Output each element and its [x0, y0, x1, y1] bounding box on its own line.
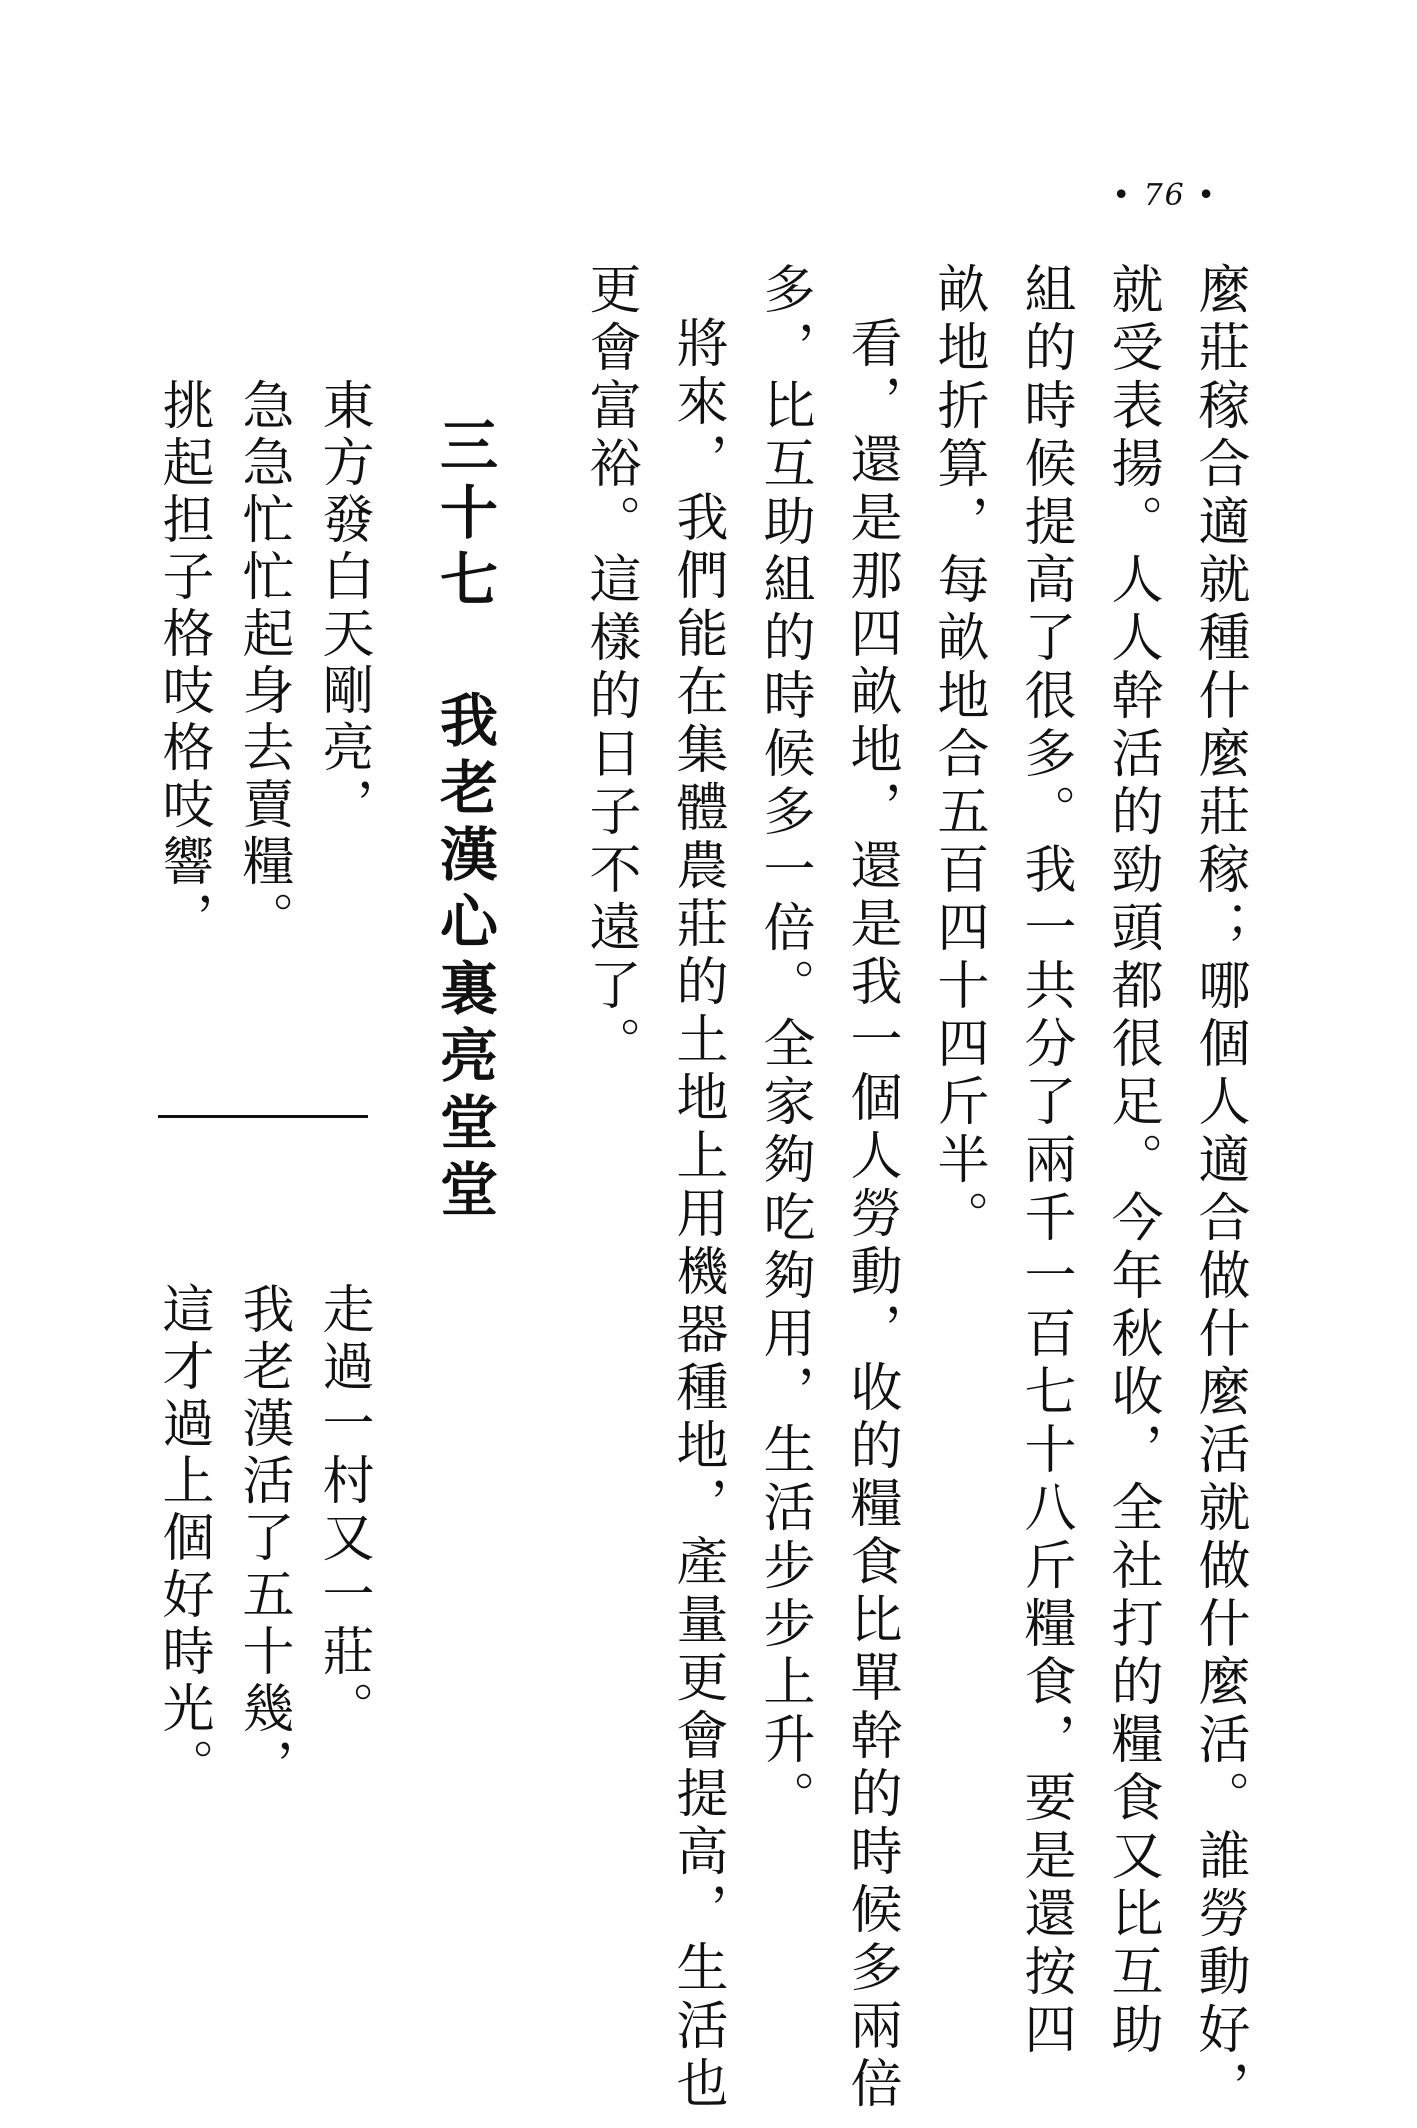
poem-line: 走過一村又一莊。 [313, 1282, 373, 1738]
prose-column: 就受表揚。人人幹活的勁頭都很足。今年秋收，全社打的糧食又比互助 [1102, 262, 1162, 2060]
section-number: 三十七 [430, 415, 498, 616]
prose-column: 組的時候提高了很多。我一共分了兩千一百七十八斤糧食，要是還按四 [1015, 262, 1075, 2060]
poem-line: 挑起担子格吱格吱響， [153, 378, 213, 948]
prose-column: 畝地折算，每畝地合五百四十四斤半。 [928, 262, 988, 1248]
prose-column: 多，比互助組的時候多一倍。全家夠吃夠用，生活步步上升。 [754, 262, 814, 1828]
prose-column: 麼莊稼合適就種什麼莊稼；哪個人適合做什麼活就做什麼活。誰勞動好， [1189, 262, 1249, 2118]
section-title: 我老漢心裏亮堂堂 [430, 690, 498, 1226]
prose-column: 看，還是那四畝地，還是我一個人勞動，收的糧食比單幹的時候多兩倍 [841, 316, 901, 2114]
poem-line: 我老漢活了五十幾， [233, 1282, 293, 1795]
prose-column: 將來，我們能在集體農莊的土地上用機器種地，產量更會提高，生活也 [667, 316, 727, 2114]
poem-divider [158, 1115, 368, 1118]
prose-column: 更會富裕。這樣的日子不遠了。 [580, 262, 640, 1074]
poem-line: 這才過上個好時光。 [153, 1282, 213, 1795]
page-number: • 76 • [1112, 178, 1217, 213]
poem-line: 急急忙忙起身去賣糧。 [233, 378, 293, 948]
poem-line: 東方發白天剛亮， [313, 378, 373, 834]
